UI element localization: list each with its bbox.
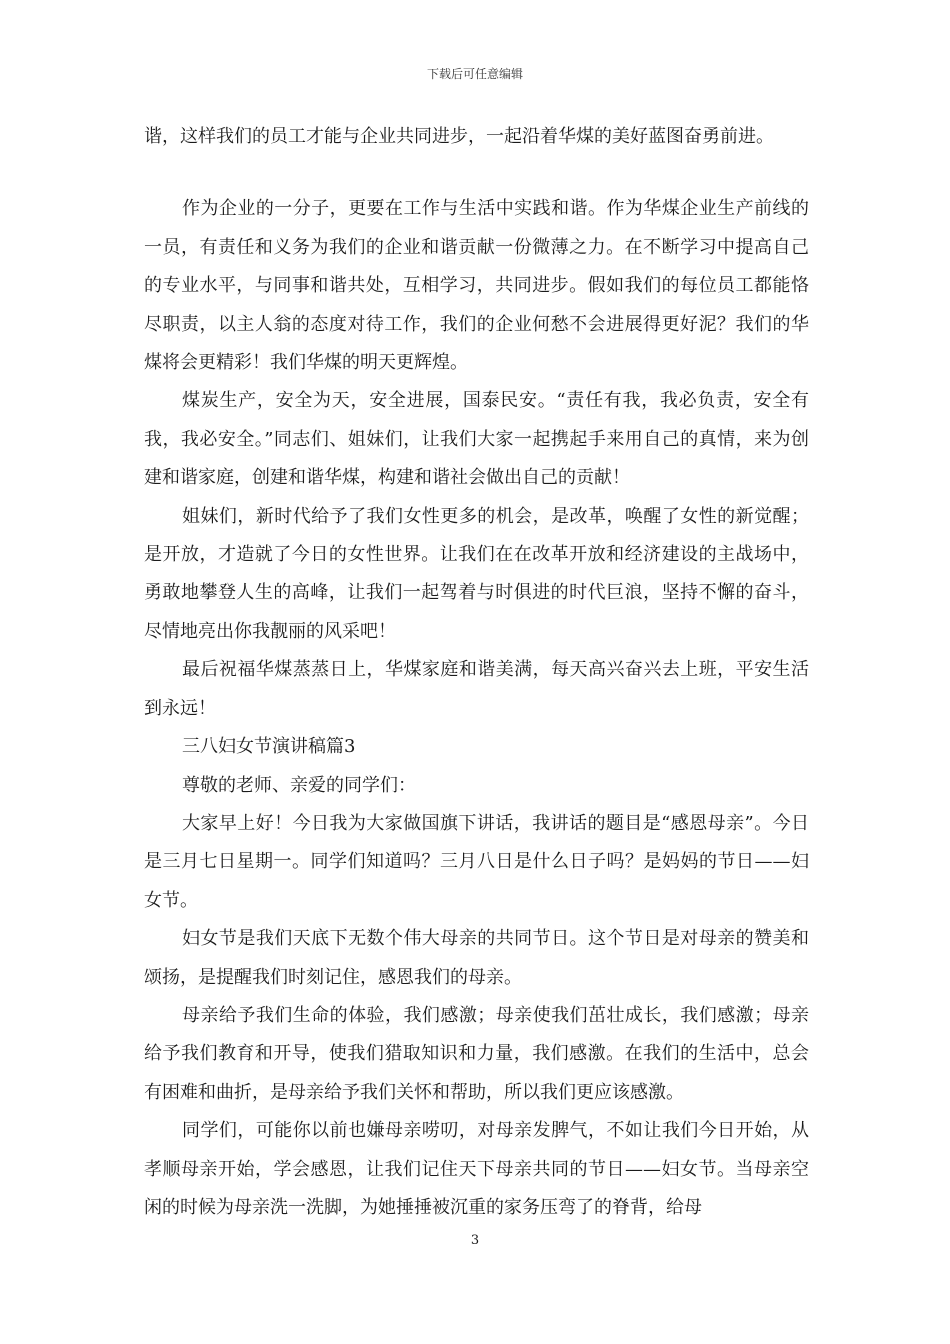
paragraph-continuation: 谐，这样我们的员工才能与企业共同进步，一起沿着华煤的美好蓝图奋勇前进。 (144, 126, 774, 147)
paragraph: 妇女节是我们天底下无数个伟大母亲的共同节日。这个节日是对母亲的赞美和颂扬，是提醒我们时刻记住，感恩我们的母亲。 (144, 928, 809, 988)
paragraph-gap (144, 156, 809, 190)
paragraph: 作为企业的一分子，更要在工作与生活中实践和谐。作为华煤企业生产前线的一员，有责任和义务为我们的企业和谐贡献一份微薄之力。在不断学习中提高自己的专业水平，与同事和谐共处，互相学习，共同进步。假如我们的每位员工都能恪尽职责，以主人翁的态度对待工作，我们的企业何愁不会进展得更好泥？我们的华煤将会更精彩！我们华煤的明天更辉煌。 (144, 198, 809, 374)
paragraph: 大家早上好！今日我为大家做国旗下讲话，我讲话的题目是“感恩母亲”。今日是三月七日星期一。同学们知道吗？三月八日是什么日子吗？是妈妈的节日——妇女节。 (144, 812, 809, 911)
paragraph: 母亲给予我们生命的体验，我们感激；母亲使我们茁壮成长，我们感激；母亲给予我们教育和开导，使我们猎取知识和力量，我们感激。在我们的生活中，总会有困难和曲折，是母亲给予我们关怀和帮助，所以我们更应该感激。 (144, 1004, 809, 1103)
section-title: 三八妇女节演讲稿篇3 (182, 736, 356, 758)
document-body (144, 118, 809, 1227)
page-number: 3 (470, 1233, 480, 1248)
salutation: 尊敬的老师、亲爱的同学们： (182, 774, 416, 796)
page-header: 下载后可任意编辑 (426, 67, 523, 81)
paragraph: 姐妹们，新时代给予了我们女性更多的机会，是改革，唤醒了女性的新觉醒；是开放，才造就了今日的女性世界。让我们在在改革开放和经济建设的主战场中，勇敢地攀登人生的高峰，让我们一起驾着与时俱进的时代巨浪，坚持不懈的奋斗，尽情地亮出你我靓丽的风采吧！ (144, 505, 809, 642)
paragraph: 同学们，可能你以前也嫌母亲唠叨，对母亲发脾气，不如让我们今日开始，从孝顺母亲开始，学会感恩，让我们记住天下母亲共同的节日——妇女节。当母亲空闲的时候为母亲洗一洗脚，为她捶捶被沉重的家务压弯了的脊背，给母 (144, 1120, 809, 1218)
paragraph: 煤炭生产，安全为天，安全进展，国泰民安。“责任有我，我必负责，安全有我，我必安全。”同志们、姐妹们，让我们大家一起携起手来用自己的真情，来为创建和谐家庭，创建和谐华煤，构建和谐社会做出自己的贡献！ (144, 390, 809, 489)
paragraph: 最后祝福华煤蒸蒸日上，华煤家庭和谐美满，每天高兴奋兴去上班，平安生活到永远！ (144, 659, 809, 719)
